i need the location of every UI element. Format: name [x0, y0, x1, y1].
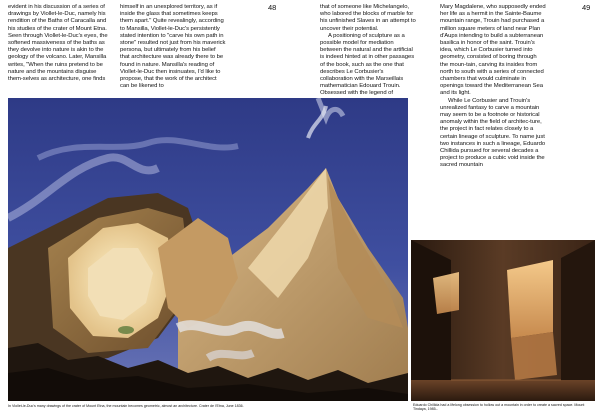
paragraph: himself in an unexplored territory, as if inside the glass that sometimes keeps them apart." Quite revealingly, according to Mansilla, Viollet-le-Duc's persistently stated intention to "carve his own path in stone" resulted not just from his maverick persona, but ultimately from his belief that architecture was already there to be found in nature. Mansilla's reading of Viollet-le-Duc then insinuates, I'd like to propose, that the work of the architect can be likened to	[120, 4, 226, 90]
left-text-column-3	[320, 4, 416, 98]
page-number-right: 49	[582, 3, 591, 12]
paragraph: While Le Corbusier and Trouin's unrealized fantasy to carve a mountain may seem to be a footnote or historical anomaly within the field of architec-ture, the project in fact relates closely to a certain lineage of sculpture. To name just two instances in such a lineage, Eduardo Chillida pursued for several decades a project to produce a cubic void inside the sacred mountain	[440, 97, 546, 169]
photo-caption: Eduardo Chillida had a lifelong obsession to hollow out a mountain in order to create a sacred space. Mount Tindaya, 1985-.	[413, 403, 585, 412]
left-text-column-2	[120, 4, 226, 90]
etna-crater-painting	[8, 98, 408, 401]
painting-caption: In Viollet-le-Duc's many drawings of the crater of Mount Etna, the mountain becomes geometric, almost an architecture. Crater de l'Etna, June 1836.	[8, 404, 244, 408]
paragraph: Mary Magdalene, who supposedly ended her life as a hermit in the Sainte-Baume mountain range, Trouin had purchased a million square meters of land near Plan d'Aups intending to build a subterranean basilica in honor of the saint. Trouin's idea, which Le Corbusier turned into geometry, consisted of boring through the moun-tain, carving its insides from north to south with a series of connected chambers that would culminate in openings toward the Mediterranean Sea and its light.	[440, 4, 546, 97]
left-text-column-1	[8, 4, 112, 83]
right-text-column-1	[440, 4, 546, 170]
paragraph: that of someone like Michelangelo, who labored the blocks of marble for his unfinished Slaves in an attempt to uncover their potential.	[320, 4, 416, 32]
page-number-left: 48	[268, 3, 277, 12]
paragraph: A positioning of sculpture as a possible model for mediation between the natural and the artificial is indeed hinted at in other passages of the book, such as the one that describes Le Corbusier's collaboration with the Marseillais mathematician Edouard Trouin. Obsessed with the legend of	[320, 32, 415, 97]
paragraph: evident in his discussion of a series of drawings by Viollet-le-Duc, namely his rendition of the Baths of Caracalla and his studies of the crater of Mount Etna. Seen through Viollet-le-Duc's eyes, the softened massiveness of the baths as they devolve into nature is akin to the geology of the volcano. Later, Mansilla writes, "When the ruins pretend to be nature and the mountains disguise them-selves as architecture, one finds	[8, 4, 108, 83]
tindaya-interior-photo	[411, 240, 595, 401]
